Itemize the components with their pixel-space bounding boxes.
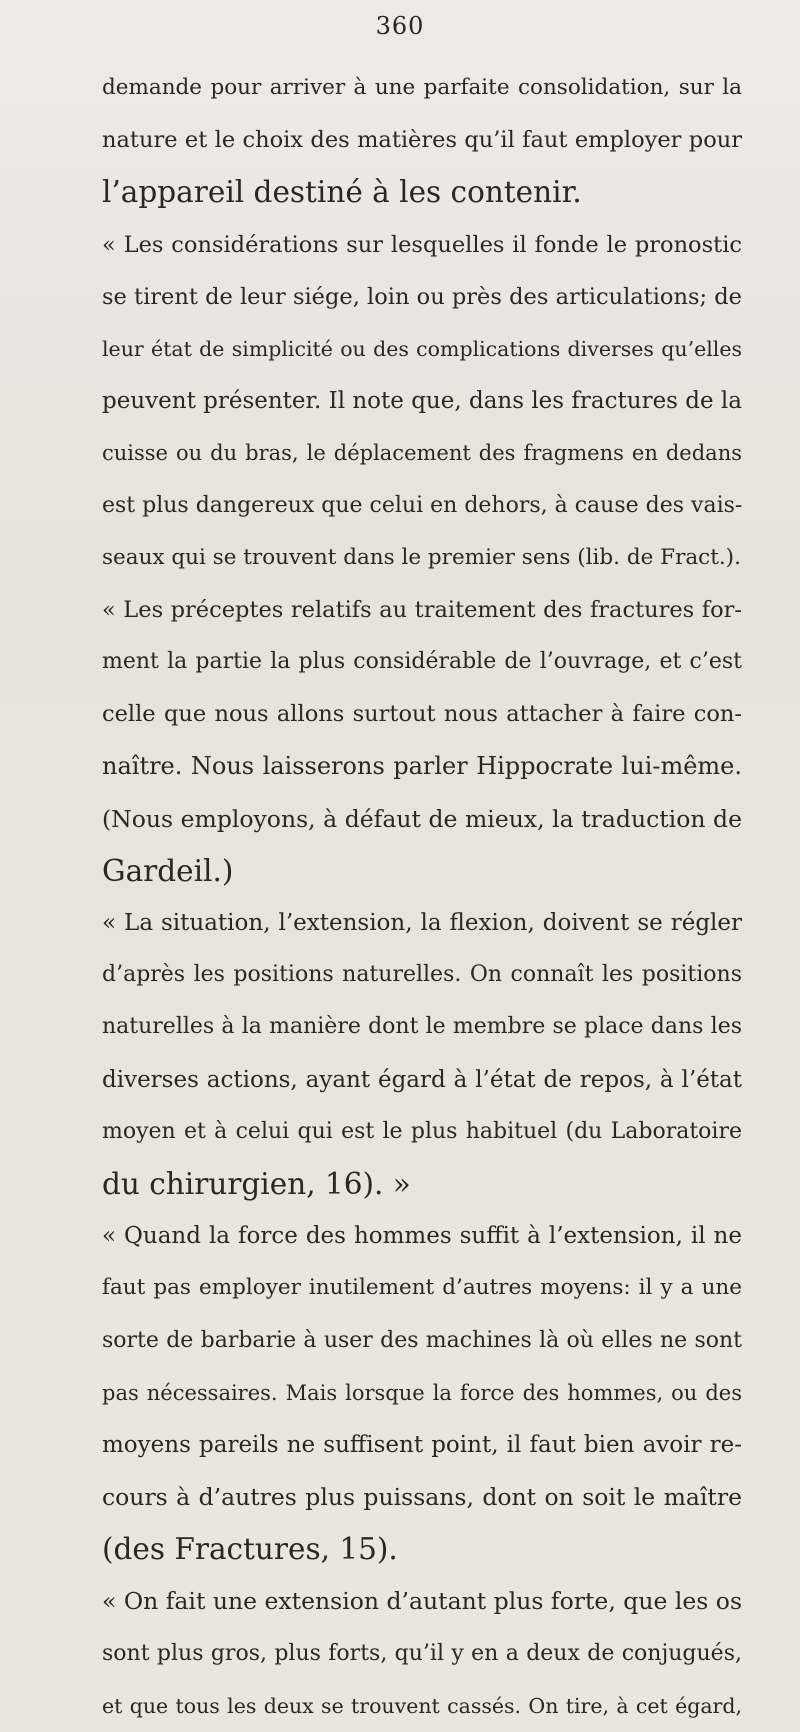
text-line: cuisse ou du bras, le déplacement des fragmens en dedans (102, 441, 742, 466)
text-line: celle que nous allons surtout nous attacher à faire con- (102, 701, 742, 728)
text-line: (des Fractures, 15). (102, 1532, 398, 1567)
text-line: (Nous employons, à défaut de mieux, la traduction de (102, 804, 742, 833)
text-line: faut pas employer inutilement d’autres moyens: il y a une (102, 1275, 742, 1301)
text-line: l’appareil destiné à les contenir. (102, 175, 582, 210)
text-line: naître. Nous laisserons parler Hippocrate lui-même. (102, 752, 742, 781)
body-text (102, 62, 742, 1732)
text-line: « La situation, l’extension, la flexion, doivent se régler (102, 910, 742, 936)
text-line: sorte de barbarie à user des machines là où elles ne sont (102, 1327, 742, 1353)
text-line: sont plus gros, plus forts, qu’il y en a deux de conjugués, (102, 1640, 742, 1666)
text-line: demande pour arriver à une parfaite consolidation, sur la (102, 75, 742, 100)
text-line: « Les préceptes relatifs au traitement des fractures for- (102, 596, 742, 623)
text-line: Gardeil.) (102, 853, 234, 888)
text-line: moyen et à celui qui est le plus habituel (du Laboratoire (102, 1118, 742, 1144)
text-line: se tirent de leur siége, loin ou près des articulations; de (102, 283, 742, 310)
text-line: peuvent présenter. Il note que, dans les fractures de la (102, 388, 743, 415)
text-line: pas nécessaires. Mais lorsque la force des hommes, ou des (102, 1380, 742, 1405)
text-line: est plus dangereux que celui en dehors, à cause des vais- (102, 492, 743, 518)
text-line: « Les considérations sur lesquelles il fonde le pronostic (102, 231, 742, 258)
page-number: 360 (375, 12, 425, 40)
text-line: « On fait une extension d’autant plus forte, que les os (102, 1587, 742, 1616)
text-line: nature et le choix des matières qu’il faut employer pour (102, 127, 742, 154)
text-line: d’après les positions naturelles. On connaît les positions (102, 962, 742, 988)
text-line: leur état de simplicité ou des complications diverses qu’elles (102, 336, 742, 361)
text-line: diverses actions, ayant égard à l’état de repos, à l’état (102, 1066, 742, 1093)
text-line: cours à d’autres plus puissans, dont on soit le maître (102, 1483, 742, 1512)
text-line: moyens pareils ne suffisent point, il faut bien avoir re- (102, 1431, 742, 1458)
text-line: du chirurgien, 16). » (102, 1166, 411, 1201)
text-line: seaux qui se trouvent dans le premier sens (lib. de Fract.). (102, 544, 741, 570)
text-line: naturelles à la manière dont le membre se place dans les (102, 1014, 742, 1040)
text-line: et que tous les deux se trouvent cassés. On tire, à cet égard, (102, 1693, 742, 1718)
text-line: ment la partie la plus considérable de l’ouvrage, et c’est (102, 649, 742, 675)
text-line: « Quand la force des hommes suffit à l’extension, il ne (102, 1223, 742, 1250)
